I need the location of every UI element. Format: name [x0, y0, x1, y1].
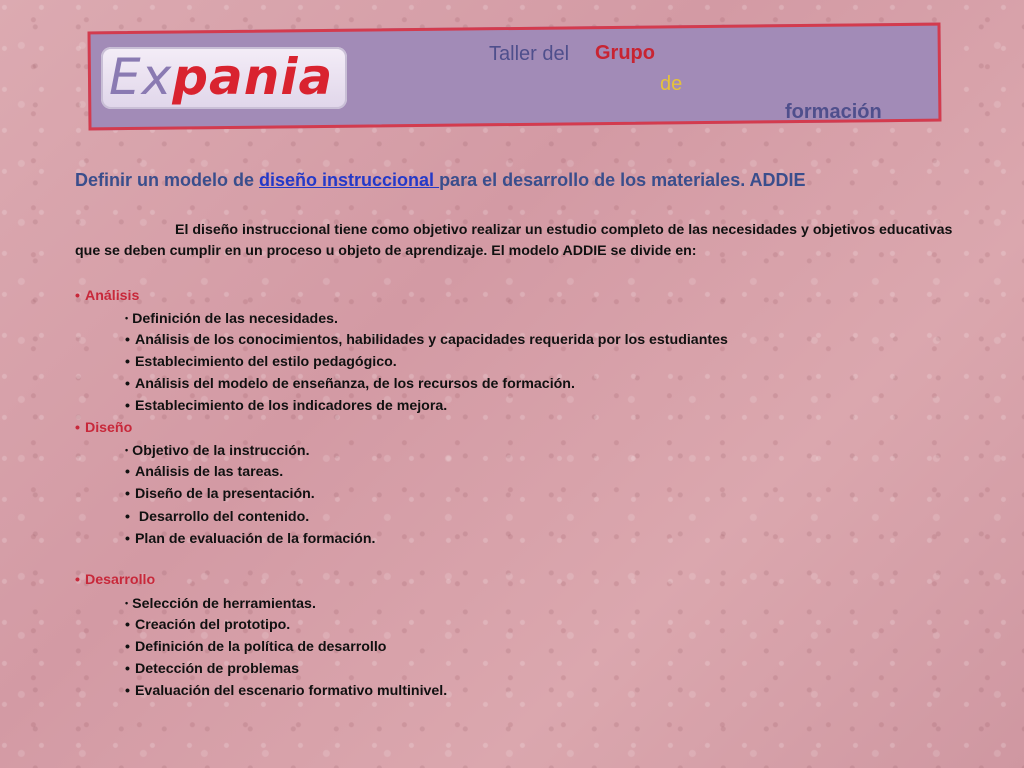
list-item: • Definición de la política de desarrollo: [125, 639, 387, 655]
logo-ex: Ex: [109, 48, 173, 106]
diseno-instruccional-link[interactable]: diseño instruccional: [259, 170, 440, 190]
intro-paragraph: El diseño instruccional tiene como objetivo realizar un estudio completo de las necesidades y objetivos educativas que se deben cumplir en un proceso u objeto de aprendizaje. El modelo ADDIE se divide en:: [75, 222, 953, 259]
expania-logo: [101, 47, 347, 109]
list-item: • Establecimiento del estilo pedagógico.: [125, 354, 397, 370]
header-title-formacion: formación: [785, 101, 882, 123]
list-item: • Evaluación del escenario formativo multinivel.: [125, 683, 448, 699]
list-item: • Análisis del modelo de enseñanza, de los recursos de formación.: [125, 376, 575, 392]
section-title-desarrollo: • Desarrollo: [75, 572, 156, 588]
header-title-grupo: Grupo: [595, 42, 655, 64]
logo-pania: pania: [172, 48, 334, 106]
list-item: • Análisis de las tareas.: [125, 464, 284, 480]
section-title-analisis: • Análisis: [75, 288, 140, 304]
header-title-taller: Taller del: [489, 43, 570, 65]
list-item: • Plan de evaluación de la formación.: [125, 531, 376, 547]
list-item: • Análisis de los conocimientos, habilidades y capacidades requerida por los estudiantes: [125, 332, 728, 348]
page-heading: [75, 168, 806, 192]
list-item: • Diseño de la presentación.: [125, 486, 315, 502]
header-title-de: de: [660, 73, 683, 95]
list-item: • Selección de herramientas.: [125, 596, 316, 612]
section-title-diseno: • Diseño: [75, 420, 133, 436]
list-item: • Objetivo de la instrucción.: [125, 443, 310, 459]
list-item: • Establecimiento de los indicadores de mejora.: [125, 398, 448, 414]
list-item: • Definición de las necesidades.: [125, 311, 338, 327]
list-item: • Desarrollo del contenido.: [125, 509, 310, 525]
logo-text: [109, 49, 333, 105]
heading-suffix: para el desarrollo de los materiales. ADDIE: [439, 170, 806, 190]
list-item: • Creación del prototipo.: [125, 617, 291, 633]
heading-prefix: Definir un modelo de: [75, 170, 260, 190]
list-item: • Detección de problemas: [125, 661, 299, 677]
